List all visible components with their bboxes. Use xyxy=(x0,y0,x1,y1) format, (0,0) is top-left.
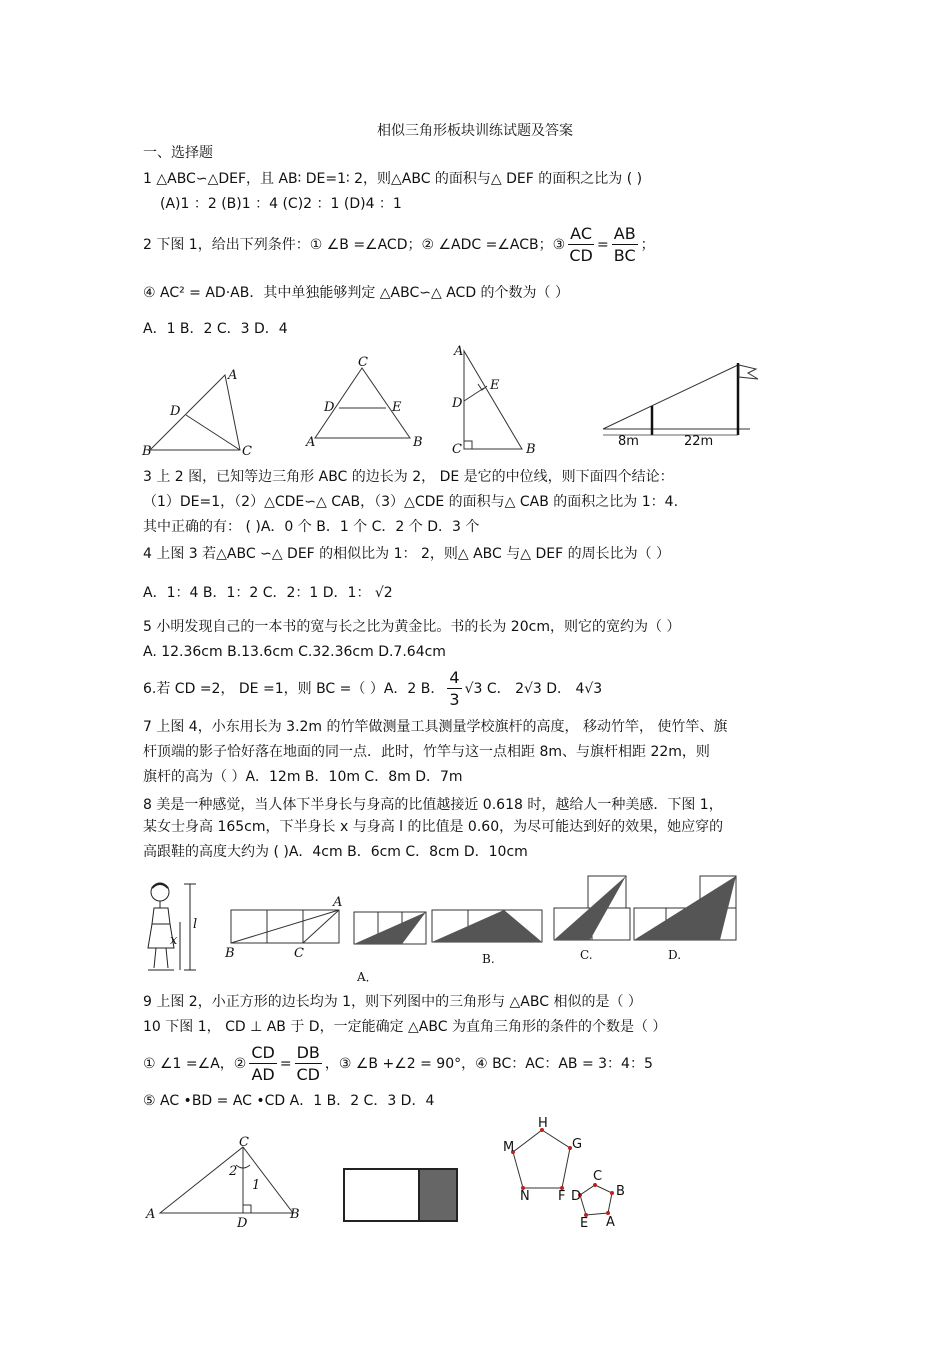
q2-fraction-ab-bc: $\frac{AB}{BC}$ xyxy=(613,223,636,265)
label-C: C xyxy=(358,355,368,370)
question-1: 1 △ABC∽△DEF，且 AB∶ DE=1∶ 2，则△ABC 的面积与△ DEF 的面积之比为 ( ) xyxy=(143,171,643,187)
label-A: A xyxy=(454,344,464,359)
label-x: x xyxy=(170,933,178,948)
label-angle-1: 1 xyxy=(252,1178,261,1193)
question-8-line-2: 某女士身高 165cm，下半身长 x 与身高 l 的比值是 0.60，为尽可能达到好的效果，她应穿的 xyxy=(143,819,724,835)
label-D: D xyxy=(237,1216,248,1231)
q10-post: ，③ ∠B +∠2 = 90°，④ BC：AC：AB = 3：4：5 xyxy=(324,1056,653,1072)
figure-3-right-triangle xyxy=(450,345,545,460)
question-10-line-1: 10 下图 1， CD ⊥ AB 于 D，一定能确定 △ABC 为直角三角形的条件的个数是（ ） xyxy=(143,1019,667,1035)
figure-right-triangle-altitude xyxy=(140,1135,310,1230)
q2-text: 2 下图 1，给出下列条件：① ∠B =∠ACD；② ∠ADC =∠ACB；③ xyxy=(143,237,566,253)
q6-options: √3 C． 2√3 D． 4√3 xyxy=(464,681,603,697)
question-2-condition-4: ④ AC² = AD·AB．其中单独能够判定 △ABC∽△ ACD 的个数为（ ） xyxy=(143,285,570,301)
q2-fraction-ac-cd: $\frac{AC}{CD}$ xyxy=(569,223,593,265)
question-7-line-2: 杆顶端的影子恰好落在地面的同一点．此时，竹竿与这一点相距 8m、与旗杆相距 22m，则 xyxy=(143,744,710,760)
question-3-line-1: 3 上 2 图，已知等边三角形 ABC 的边长为 2， DE 是它的中位线，则下面四个结论： xyxy=(143,469,674,485)
label-E: E xyxy=(580,1216,589,1231)
q6-text: 6.若 CD =2， DE =1，则 BC =（ ）A．2 B． xyxy=(143,681,445,697)
question-4: 4 上图 3 若△ABC ∽△ DEF 的相似比为 1： 2，则△ ABC 与△ DEF 的周长比为（ ） xyxy=(143,546,671,562)
option-c-label: C. xyxy=(580,948,593,962)
label-D: D xyxy=(324,400,335,415)
option-b-label: B. xyxy=(482,952,495,966)
option-c-figure xyxy=(550,872,635,944)
label-A: A xyxy=(306,435,316,450)
label-D: D xyxy=(571,1189,582,1204)
q10-text: ① ∠1 =∠A，② xyxy=(143,1056,247,1072)
label-B: B xyxy=(413,435,423,450)
question-4-options: A．1：4 B．1：2 C．2：1 D．1： √2 xyxy=(143,585,393,601)
figure-abc-grid xyxy=(220,895,350,960)
label-B: B xyxy=(142,444,152,459)
question-7-line-3: 旗杆的高为（ ）A．12m B．10m C．8m D．7m xyxy=(143,769,463,785)
figure-2-triangle xyxy=(300,350,430,455)
label-C: C xyxy=(452,442,462,457)
figure-rectangles xyxy=(340,1165,460,1225)
label-E: E xyxy=(490,378,500,393)
option-d-figure xyxy=(630,872,740,944)
question-5-options: A. 12.36cm B.13.6cm C.32.36cm D.7.64cm xyxy=(143,644,446,660)
label-N: N xyxy=(520,1189,530,1204)
section-heading: 一、选择题 xyxy=(143,145,213,161)
figure-similar-pentagons xyxy=(500,1115,640,1230)
question-2-options: A．1 B．2 C．3 D．4 xyxy=(143,321,288,337)
label-B: B xyxy=(526,442,536,457)
figure-4-flagpole xyxy=(600,355,770,450)
question-3-line-2: （1）DE=1，（2）△CDE∽△ CAB，（3）△CDE 的面积与△ CAB 的面积之比为 1：4. xyxy=(143,494,679,510)
question-6 xyxy=(143,665,602,713)
label-l: l xyxy=(193,917,198,932)
label-8m: 8m xyxy=(618,434,639,449)
question-10-options: ⑤ AC •BD = AC •CD A．1 B．2 C．3 D．4 xyxy=(143,1093,435,1109)
label-A: A xyxy=(333,895,343,910)
q10-fraction-cd-ad: $\frac{CD}{AD}$ xyxy=(251,1042,275,1084)
question-2 xyxy=(143,220,655,270)
label-C: C xyxy=(242,444,252,459)
q2-post: ； xyxy=(640,237,655,253)
q10-fraction-db-cd: $\frac{DB}{CD}$ xyxy=(296,1042,320,1084)
label-F: F xyxy=(558,1189,566,1204)
label-B: B xyxy=(616,1184,625,1199)
option-a-label: A． xyxy=(357,970,378,984)
option-b-figure xyxy=(428,906,546,946)
label-E: E xyxy=(392,400,402,415)
option-d-label: D. xyxy=(668,948,682,962)
label-G: G xyxy=(572,1137,583,1152)
label-A: A xyxy=(146,1207,156,1222)
q6-fraction: $\frac{4}{3}$ xyxy=(449,667,460,709)
label-H: H xyxy=(538,1116,548,1131)
figure-woman-height xyxy=(140,878,220,976)
question-8-line-3: 高跟鞋的高度大约为 ( )A．4cm B．6cm C．8cm D．10cm xyxy=(143,844,528,860)
label-C: C xyxy=(239,1135,249,1150)
label-A: A xyxy=(606,1215,615,1230)
label-C: C xyxy=(294,946,304,961)
label-A: A xyxy=(228,368,238,383)
question-8-line-1: 8 美是一种感觉，当人体下半身长与身高的比值越接近 0.618 时，越给人一种美感．下图 1， xyxy=(143,797,723,813)
q10-equals: = xyxy=(279,1056,292,1072)
option-a-figure xyxy=(350,908,430,948)
label-B: B xyxy=(225,946,235,961)
label-D: D xyxy=(170,404,181,419)
label-M: M xyxy=(503,1140,515,1155)
question-7-line-1: 7 上图 4，小东用长为 3.2m 的竹竿做测量工具测量学校旗杆的高度， 移动竹竿， 使竹竿、旗 xyxy=(143,719,728,735)
label-D: D xyxy=(452,396,463,411)
question-1-options: (A)1 ：2 (B)1 ：4 (C)2 ：1 (D)4 ：1 xyxy=(160,196,402,212)
label-B: B xyxy=(290,1207,300,1222)
q2-equals: = xyxy=(597,237,609,253)
question-5: 5 小明发现自己的一本书的宽与长之比为黄金比。书的长为 20cm，则它的宽约为（ ） xyxy=(143,619,681,635)
page-title: 相似三角形板块训练试题及答案 xyxy=(377,123,573,139)
question-10-conditions xyxy=(143,1040,653,1088)
question-3-line-3: 其中正确的有： ( )A．0 个 B．1 个 C．2 个 D．3 个 xyxy=(143,519,480,535)
figure-1-triangle xyxy=(140,355,250,460)
label-C: C xyxy=(593,1169,603,1184)
label-22m: 22m xyxy=(684,434,714,449)
question-9: 9 上图 2，小正方形的边长均为 1，则下列图中的三角形与 △ABC 相似的是（ ） xyxy=(143,994,642,1010)
label-angle-2: 2 xyxy=(229,1164,238,1179)
